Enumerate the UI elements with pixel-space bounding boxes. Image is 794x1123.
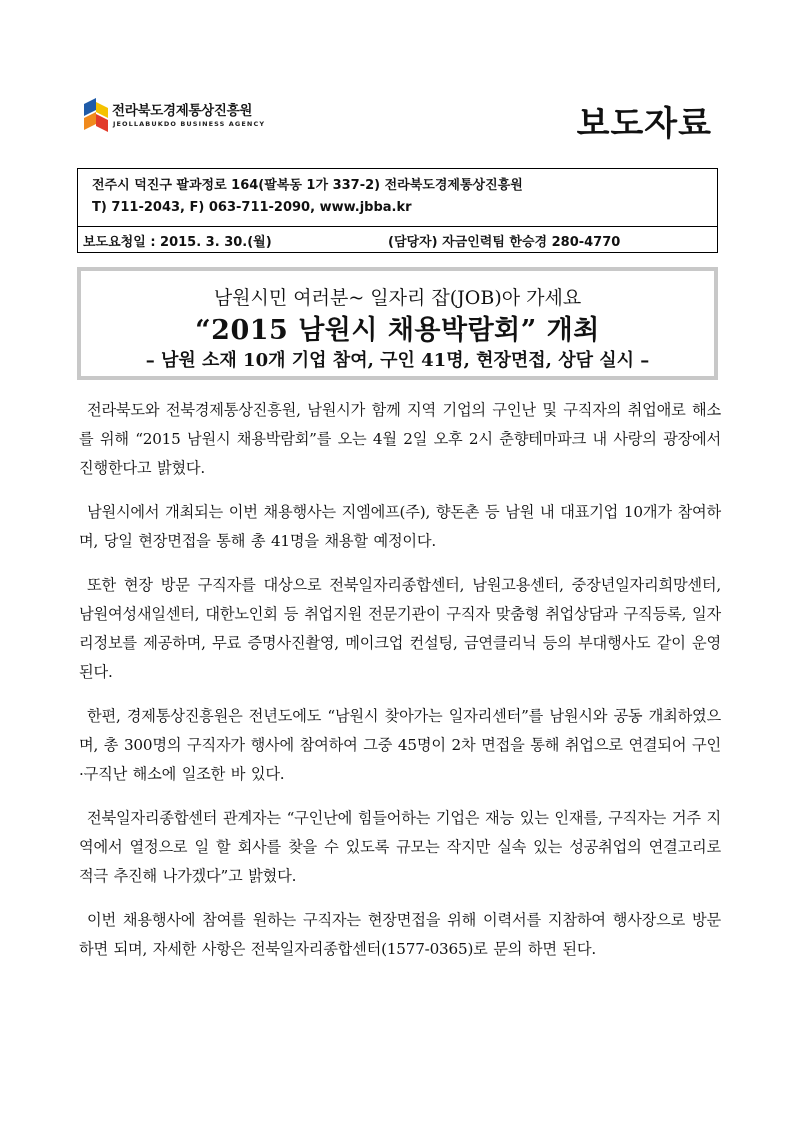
release-date: 보도요청일 : 2015. 3. 30.(월) xyxy=(83,235,272,250)
paragraph: 이번 채용행사에 참여를 원하는 구직자는 현장면접을 위해 이력서를 지참하여 행사장으로 방문하면 되며, 자세한 사항은 전북일자리종합센터(1577-0365)로 문의 하면 된다. xyxy=(79,911,721,958)
info-box xyxy=(77,168,718,253)
contact: T) 711-2043, F) 063-711-2090, www.jbba.kr xyxy=(92,200,412,215)
org-logo xyxy=(82,96,282,136)
org-name: 전라북도경제통상진흥원 xyxy=(112,103,253,119)
manager: (담당자) 자금인력팀 한승경 280-4770 xyxy=(388,235,621,250)
title-box xyxy=(77,267,718,380)
paragraph: 한편, 경제통상진흥원은 전년도에도 “남원시 찾아가는 일자리센터”를 남원시와 공동 개최하였으며, 총 300명의 구직자가 행사에 참여하여 그중 45명이 2차 면접을 통해 취업으로 연결되어 구인·구직난 해소에 일조한 바 있다. xyxy=(79,707,721,783)
document-type: 보도자료 xyxy=(576,104,712,144)
pre-title: 남원시민 여러분~ 일자리 잡(JOB)아 가세요 xyxy=(213,287,582,309)
main-title: “2015 남원시 채용박람회” 개최 xyxy=(195,315,600,346)
info-divider xyxy=(78,226,717,227)
address: 전주시 덕진구 팔과정로 164(팔복동 1가 337-2) 전라북도경제통상진흥원 xyxy=(92,178,523,193)
paragraph: 남원시에서 개최되는 이번 채용행사는 지엠에프(주), 향돈촌 등 남원 내 대표기업 10개가 참여하며, 당일 현장면접을 통해 총 41명을 채용할 예정이다. xyxy=(79,503,721,550)
org-name-en: JEOLLABUKDO BUSINESS AGENCY xyxy=(113,120,266,128)
paragraph: 전북일자리종합센터 관계자는 “구인난에 힘들어하는 기업은 재능 있는 인재를, 구직자는 거주 지역에서 열정으로 일 할 회사를 찾을 수 있도록 규모는 작지만 실속 있는 성공취업의 연결고리로 적극 추진해 나가겠다”고 밝혔다. xyxy=(79,809,721,885)
org-logo-icon xyxy=(82,96,110,136)
article-body xyxy=(79,396,721,979)
subtitle: – 남원 소재 10개 기업 참여, 구인 41명, 현장면접, 상담 실시 – xyxy=(145,350,650,371)
paragraph: 또한 현장 방문 구직자를 대상으로 전북일자리종합센터, 남원고용센터, 중장년일자리희망센터, 남원여성새일센터, 대한노인회 등 취업지원 전문기관이 구직자 맞춤형 취업상담과 구직등록, 일자리정보를 제공하며, 무료 증명사진촬영, 메이크업 컨설팅, 금연클리닉 등의 부대행사도 같이 운영된다. xyxy=(79,576,721,681)
paragraph: 전라북도와 전북경제통상진흥원, 남원시가 함께 지역 기업의 구인난 및 구직자의 취업애로 해소를 위해 “2015 남원시 채용박람회”를 오는 4월 2일 오후 2시 춘향테마파크 내 사랑의 광장에서 진행한다고 밝혔다. xyxy=(79,401,721,477)
